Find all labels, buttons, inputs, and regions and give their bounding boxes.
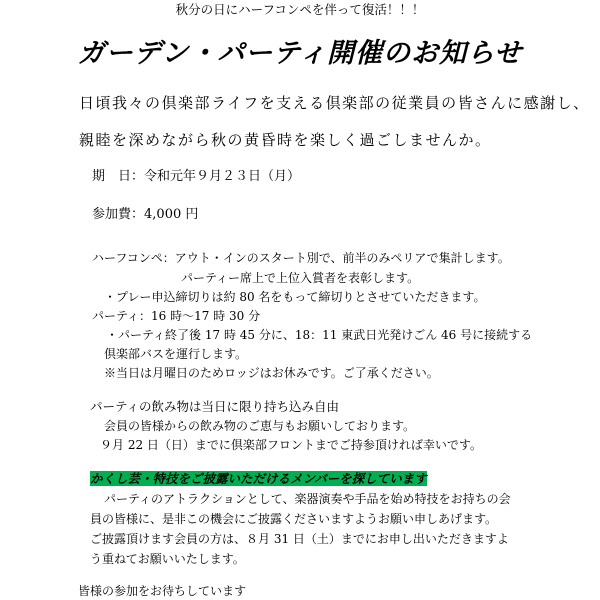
date-row — [92, 170, 300, 183]
compe-line-1: ハーフコンペ：アウト・インのスタート別で、前半のみペリアで集計します。 — [92, 251, 510, 265]
subtitle: 秋分の日にハーフコンペを伴って復活！！！ — [175, 2, 425, 17]
compe-line-2: パーティー席上で上位入賞者を表彰します。 — [181, 271, 420, 285]
fee-value: 4,000 円 — [144, 207, 199, 222]
compe-note: ※当日は月曜日のためロッジはお休みです。ご了承ください。 — [104, 366, 439, 380]
talent-heading-highlight: かくし芸・特技をご披露いただけるメンバーを探しています — [90, 471, 427, 486]
closing-text: 皆様の参加をお待ちしています — [78, 584, 247, 598]
talent-line-3: ご披露頂けます会員の方は、８月 31 日（土）までにお申し出いただきますよ — [90, 532, 509, 546]
talent-line-1: パーティのアトラクションとして、楽器演奏や手品を始め特技をお持ちの会 — [104, 492, 511, 506]
talent-heading — [90, 473, 427, 486]
intro-line-2: 親睦を深めながら秋の黄昏時を楽しく過ごしませんか。 — [79, 131, 492, 149]
fee-label: 参加費： — [92, 207, 145, 222]
drinks-heading: パーティの飲み物は当日に限り持ち込み自由 — [90, 399, 340, 414]
fee-row — [92, 208, 198, 221]
party-time: パーティ：16 時～17 時 30 分 — [92, 309, 261, 323]
intro-line-1: 日頃我々の倶楽部ライフを支える倶楽部の従業員の皆さんに感謝し、 — [79, 94, 590, 112]
drinks-line-1: 会員の皆様からの飲み物のご恵与もお願いしております。 — [104, 419, 416, 433]
compe-line-6: 倶楽部バスを運行します。 — [104, 347, 248, 361]
page-title: ガーデン・パーティ開催のお知らせ — [77, 38, 523, 69]
compe-line-3: ・プレー申込締切りは約 80 名をもって締切りとさせていただきます。 — [104, 290, 486, 304]
drinks-line-2: ９月 22 日（日）までに倶楽部フロントまでご持参頂ければ幸いです。 — [100, 438, 482, 452]
talent-line-2: 員の皆様に、是非この機会にご披露くださいますようお願い申しあげます。 — [90, 512, 498, 526]
date-label: 期 日： — [92, 169, 145, 184]
date-value: 令和元年９月２３日（月） — [144, 169, 301, 184]
compe-line-5: ・パーティ終了後 17 時 45 分に、18：11 東武日光発けごん 46 号に接続する — [106, 328, 533, 342]
talent-line-4: う重ねてお願いいたします。 — [90, 552, 245, 566]
